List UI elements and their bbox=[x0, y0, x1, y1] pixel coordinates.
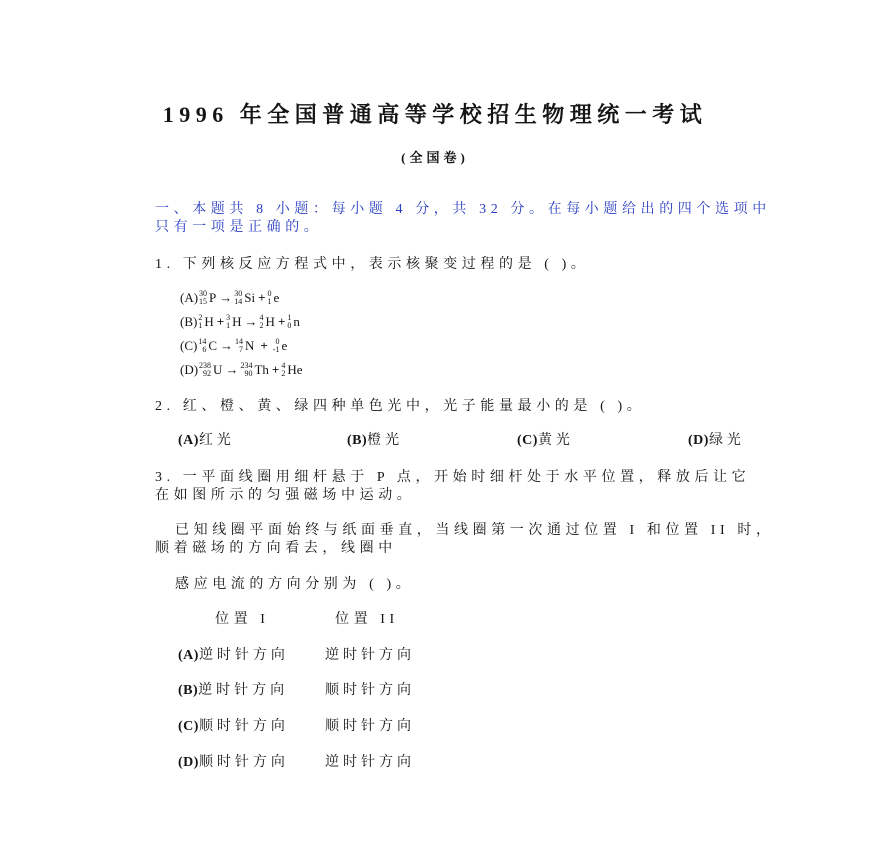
reaction-arrow: → bbox=[220, 338, 234, 353]
nuclide-numbers bbox=[199, 290, 207, 306]
nuclide bbox=[199, 290, 217, 306]
option-label: (B) bbox=[347, 433, 368, 448]
element-symbol: He bbox=[287, 362, 303, 377]
mass-number: 1 bbox=[287, 313, 292, 322]
nuclide bbox=[268, 290, 281, 306]
q3-column-header-position-2: 位置 II bbox=[335, 612, 399, 627]
atomic-number: 1 bbox=[226, 321, 231, 330]
option-label: (C) bbox=[180, 338, 198, 353]
section-1-instructions-line-2: 只有一项是正确的。 bbox=[155, 220, 323, 235]
reaction-arrow: → bbox=[225, 362, 239, 377]
option-label: (A) bbox=[178, 433, 199, 448]
section-1-instructions-line-1: 一、本题共 8 小题：每小题 4 分，共 32 分。在每小题给出的四个选项中 bbox=[155, 202, 771, 217]
element-symbol: e bbox=[273, 290, 280, 305]
atomic-number: 7 bbox=[239, 345, 244, 354]
nuclide-numbers bbox=[235, 338, 243, 354]
q3-option-d-position-2: 逆时针方向 bbox=[325, 755, 415, 770]
nuclide-numbers bbox=[281, 362, 285, 378]
q3-option-d bbox=[178, 754, 289, 772]
q2-stem: 2. 红、橙、黄、绿四种单色光中，光子能量最小的是 ( )。 bbox=[155, 399, 646, 414]
element-symbol: Si bbox=[244, 290, 256, 305]
q3-para-3: 感应电流的方向分别为 ( )。 bbox=[175, 577, 415, 592]
q1-option-c bbox=[180, 335, 288, 357]
q2-option-b bbox=[347, 432, 403, 450]
atomic-number: 90 bbox=[244, 369, 253, 378]
option-text: 黄光 bbox=[537, 433, 574, 448]
element-symbol: P bbox=[209, 290, 217, 305]
exam-subtitle: (全国卷) bbox=[401, 150, 469, 165]
nuclide bbox=[287, 314, 301, 330]
nuclide-numbers bbox=[240, 362, 252, 378]
atomic-number: 14 bbox=[234, 297, 243, 306]
nuclide-numbers bbox=[287, 314, 291, 330]
option-position-1: 逆时针方向 bbox=[198, 683, 289, 698]
q3-option-b-position-2: 顺时针方向 bbox=[325, 683, 415, 698]
q3-stem-line-1: 3. 一平面线圈用细杆悬于 P 点，开始时细杆处于水平位置，释放后让它 bbox=[155, 470, 751, 485]
atomic-number: 6 bbox=[202, 345, 207, 354]
nuclide-numbers bbox=[199, 362, 211, 378]
q2-option-d bbox=[688, 432, 745, 450]
element-symbol: C bbox=[208, 338, 218, 353]
plus-sign: + bbox=[271, 362, 280, 377]
mass-number: 234 bbox=[240, 361, 253, 370]
atomic-number: 15 bbox=[199, 297, 208, 306]
q2-option-a bbox=[178, 432, 235, 450]
atomic-number: 1 bbox=[267, 297, 272, 306]
nuclide bbox=[273, 338, 288, 354]
element-symbol: N bbox=[245, 338, 255, 353]
mass-number: 4 bbox=[281, 361, 286, 370]
q3-option-a bbox=[178, 647, 289, 665]
q1-option-a bbox=[180, 287, 280, 309]
reaction-arrow: → bbox=[219, 290, 233, 305]
q3-para-2-line-2: 顺着磁场的方向看去，线圈中 bbox=[155, 541, 397, 556]
exam-title: 1996 年全国普通高等学校招生物理统一考试 bbox=[162, 102, 708, 127]
nuclide bbox=[198, 314, 214, 330]
q3-column-header-position-1: 位置 I bbox=[215, 612, 270, 627]
option-label: (D) bbox=[178, 755, 199, 770]
plus-sign: + bbox=[258, 290, 266, 305]
atomic-number: 1 bbox=[198, 321, 203, 330]
element-symbol: H bbox=[204, 314, 214, 329]
nuclide bbox=[260, 314, 276, 330]
q2-option-c bbox=[517, 432, 574, 450]
mass-number: 238 bbox=[199, 361, 212, 370]
mass-number: 14 bbox=[198, 337, 207, 346]
plus-sign: + bbox=[216, 314, 225, 329]
plus-sign: + bbox=[277, 314, 286, 329]
atomic-number: -1 bbox=[272, 345, 280, 354]
nuclide bbox=[198, 338, 218, 354]
element-symbol: H bbox=[232, 314, 242, 329]
q1-option-d bbox=[180, 359, 303, 381]
element-symbol: H bbox=[265, 314, 275, 329]
nuclide-numbers bbox=[234, 290, 242, 306]
atomic-number: 2 bbox=[259, 321, 264, 330]
q1-option-b bbox=[180, 311, 301, 333]
q3-option-a-position-2: 逆时针方向 bbox=[325, 648, 415, 663]
option-text: 橙光 bbox=[367, 433, 404, 448]
mass-number: 3 bbox=[226, 313, 231, 322]
nuclide bbox=[234, 290, 256, 306]
atomic-number: 92 bbox=[203, 369, 212, 378]
mass-number: 2 bbox=[198, 313, 203, 322]
option-label: (D) bbox=[688, 433, 709, 448]
mass-number: 0 bbox=[275, 337, 280, 346]
q3-option-b bbox=[178, 682, 288, 700]
nuclide bbox=[235, 338, 255, 354]
option-position-1: 顺时针方向 bbox=[198, 719, 289, 734]
mass-number: 14 bbox=[235, 337, 244, 346]
nuclide bbox=[240, 362, 269, 378]
q3-para-2-line-1: 已知线圈平面始终与纸面垂直，当线圈第一次通过位置 I 和位置 II 时， bbox=[175, 523, 775, 538]
option-label: (B) bbox=[178, 683, 199, 698]
atomic-number: 2 bbox=[281, 369, 286, 378]
option-label: (A) bbox=[180, 290, 199, 305]
q3-option-c-position-2: 顺时针方向 bbox=[325, 719, 415, 734]
q3-option-c bbox=[178, 718, 289, 736]
element-symbol: n bbox=[293, 314, 300, 329]
element-symbol: Th bbox=[254, 362, 269, 377]
option-label: (B) bbox=[180, 314, 198, 329]
option-label: (A) bbox=[178, 648, 199, 663]
nuclide-numbers bbox=[198, 314, 202, 330]
nuclide-numbers bbox=[273, 338, 280, 354]
nuclide-numbers bbox=[198, 338, 206, 354]
option-label: (C) bbox=[178, 719, 199, 734]
plus-sign: + bbox=[260, 338, 268, 353]
option-label: (C) bbox=[517, 433, 538, 448]
nuclide bbox=[199, 362, 223, 378]
mass-number: 30 bbox=[234, 289, 243, 298]
nuclide-numbers bbox=[226, 314, 230, 330]
nuclide bbox=[226, 314, 242, 330]
option-label: (D) bbox=[180, 362, 199, 377]
element-symbol: e bbox=[281, 338, 288, 353]
option-position-1: 逆时针方向 bbox=[198, 648, 289, 663]
option-text: 红光 bbox=[198, 433, 235, 448]
q1-stem: 1. 下列核反应方程式中，表示核聚变过程的是 ( )。 bbox=[155, 257, 590, 272]
option-text: 绿光 bbox=[708, 433, 745, 448]
nuclide bbox=[281, 362, 303, 378]
atomic-number: 0 bbox=[287, 321, 292, 330]
mass-number: 0 bbox=[267, 289, 272, 298]
nuclide-numbers bbox=[260, 314, 264, 330]
mass-number: 30 bbox=[199, 289, 208, 298]
q3-stem-line-2: 在如图所示的匀强磁场中运动。 bbox=[155, 488, 416, 503]
nuclide-numbers bbox=[268, 290, 272, 306]
reaction-arrow: → bbox=[244, 314, 258, 329]
option-position-1: 顺时针方向 bbox=[198, 755, 289, 770]
element-symbol: U bbox=[213, 362, 223, 377]
mass-number: 4 bbox=[259, 313, 264, 322]
